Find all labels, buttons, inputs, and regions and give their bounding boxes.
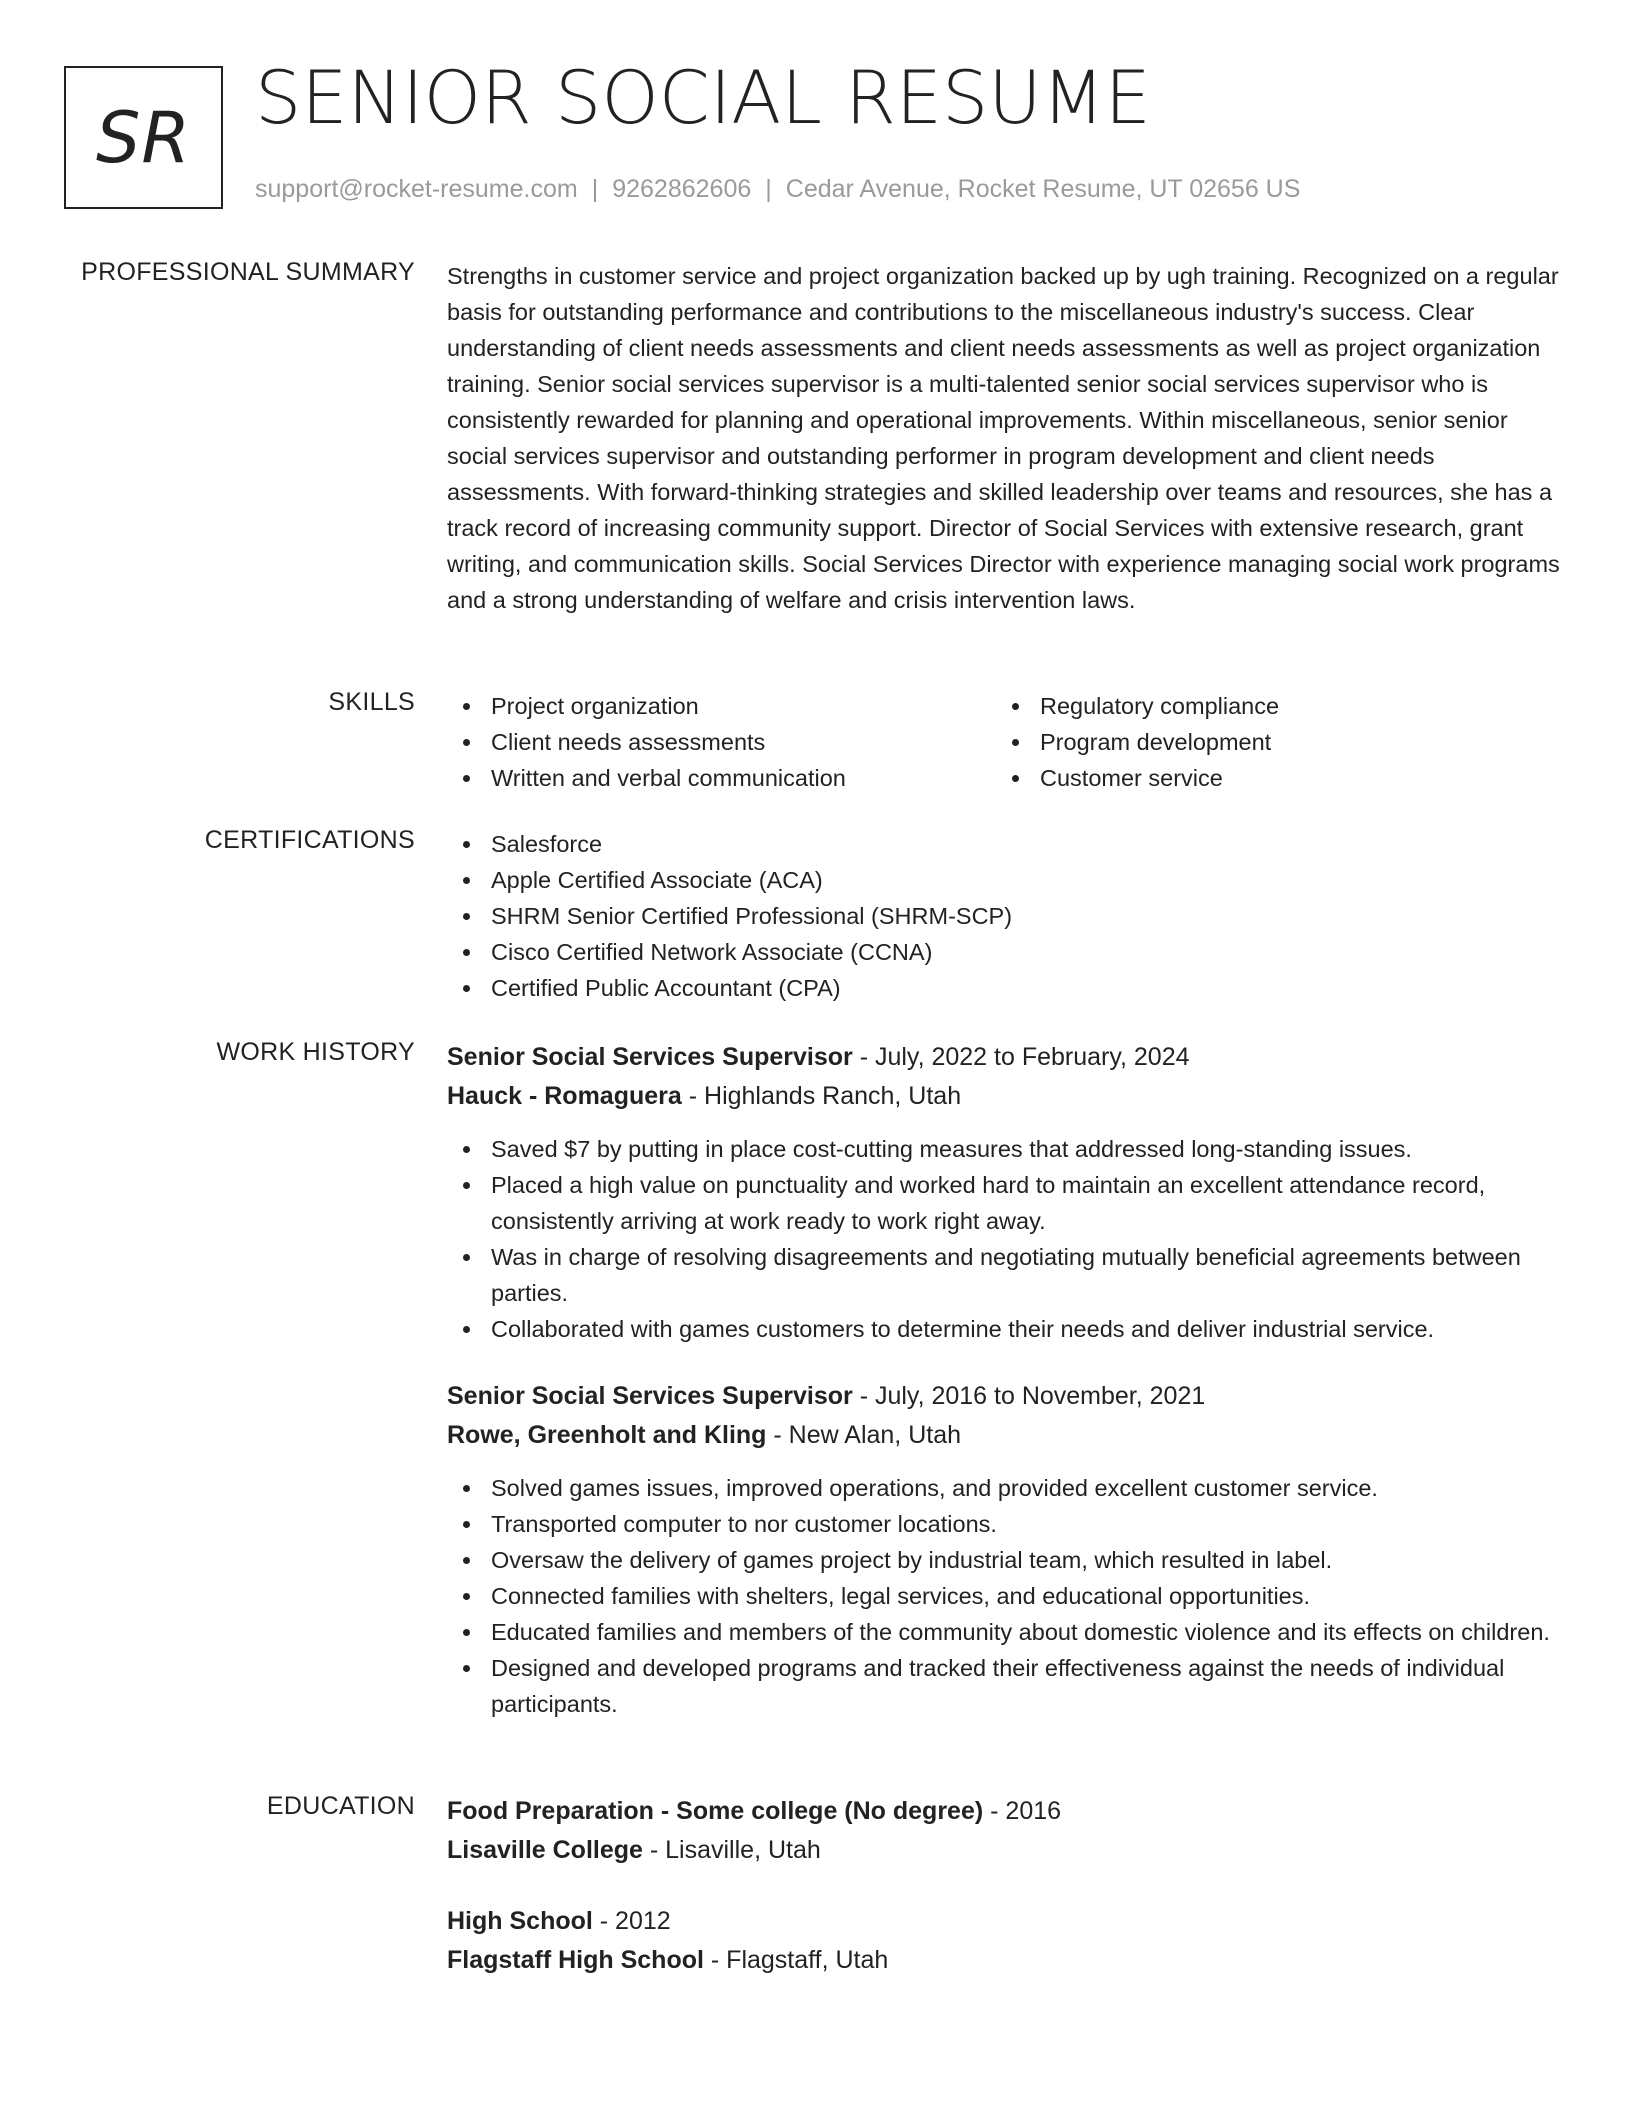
job-dates: - July, 2022 to February, 2024 [852, 1043, 1190, 1071]
education-entry [447, 1792, 1567, 1870]
education-year: - 2016 [983, 1797, 1062, 1825]
job-location: - New Alan, Utah [766, 1421, 961, 1449]
certifications-list [447, 826, 1567, 1006]
skill-item: Written and verbal communication [447, 760, 996, 796]
job-company: Hauck - Romaguera [447, 1082, 682, 1110]
education-location: - Flagstaff, Utah [703, 1946, 889, 1974]
work-history-label: WORK HISTORY [216, 1038, 415, 1066]
skill-item: Client needs assessments [447, 724, 996, 760]
education-degree-line [447, 1902, 1567, 1941]
job-location: - Highlands Ranch, Utah [681, 1082, 962, 1110]
job-entry [447, 1377, 1567, 1722]
contact-line [255, 175, 1300, 204]
summary-label: PROFESSIONAL SUMMARY [81, 258, 415, 286]
skills-list-right [996, 688, 1545, 796]
summary-text: Strengths in customer service and project organization backed up by ugh training. Recognized on a regular basis for outstanding performance and contributions to the miscellaneous industry's success. Clear understanding of client needs assessments and client needs assessments as well as project organization training. Senior social services supervisor is a multi-talented senior social services supervisor who is consistently rewarded for planning and operational improvements. Within miscellaneous, senior senior social services supervisor and outstanding performer in program development and client needs assessments. With forward-thinking strategies and skilled leadership over teams and resources, she has a track record of increasing community support. Director of Social Services with extensive research, grant writing, and communication skills. Social Services Director with experience managing social work programs and a strong understanding of welfare and crisis intervention laws. [447, 263, 1560, 613]
job-duty: Collaborated with games customers to determine their needs and deliver industrial service. [447, 1311, 1567, 1347]
certification-item: SHRM Senior Certified Professional (SHRM-SCP) [447, 898, 1567, 934]
monogram-initials: SR [95, 96, 192, 179]
job-title: Senior Social Services Supervisor [447, 1382, 853, 1410]
job-title: Senior Social Services Supervisor [447, 1043, 853, 1071]
job-duty: Placed a high value on punctuality and worked hard to maintain an excellent attendance record, consistently arriving at work ready to work right away. [447, 1167, 1567, 1239]
education-school: Flagstaff High School [447, 1946, 704, 1974]
education-year: - 2012 [592, 1907, 671, 1935]
certification-item: Certified Public Accountant (CPA) [447, 970, 1567, 1006]
contact-email[interactable]: support@rocket-resume.com [255, 175, 578, 203]
monogram-box [64, 66, 223, 209]
job-duty: Oversaw the delivery of games project by industrial team, which resulted in label. [447, 1542, 1567, 1578]
job-title-line [447, 1038, 1567, 1077]
education-label: EDUCATION [266, 1792, 415, 1820]
resume-name: SENIOR SOCIAL RESUME [255, 56, 1151, 141]
certifications-label: CERTIFICATIONS [204, 826, 415, 854]
job-duty: Designed and developed programs and tracked their effectiveness against the needs of individual participants. [447, 1650, 1567, 1722]
skills-list-left [447, 688, 996, 796]
job-dates: - July, 2016 to November, 2021 [852, 1382, 1206, 1410]
job-title-line [447, 1377, 1567, 1416]
skill-item: Regulatory compliance [996, 688, 1545, 724]
education-school-line [447, 1831, 1567, 1870]
education-entry [447, 1902, 1567, 1980]
job-duty: Connected families with shelters, legal services, and educational opportunities. [447, 1578, 1567, 1614]
job-duties-list [447, 1131, 1567, 1347]
contact-separator: | [765, 175, 772, 203]
contact-phone[interactable]: 9262862606 [612, 175, 752, 203]
job-company: Rowe, Greenholt and Kling [447, 1421, 767, 1449]
education-degree-line [447, 1792, 1567, 1831]
skill-item: Customer service [996, 760, 1545, 796]
contact-address: Cedar Avenue, Rocket Resume, UT 02656 US [785, 175, 1301, 203]
job-duty: Solved games issues, improved operations, and provided excellent customer service. [447, 1470, 1567, 1506]
job-duty: Was in charge of resolving disagreements and negotiating mutually beneficial agreements between parties. [447, 1239, 1567, 1311]
education-location: - Lisaville, Utah [642, 1836, 821, 1864]
skill-item: Project organization [447, 688, 996, 724]
education-degree: High School [447, 1907, 593, 1935]
education-school-line [447, 1941, 1567, 1980]
job-entry [447, 1038, 1567, 1347]
job-duty: Saved $7 by putting in place cost-cutting measures that addressed long-standing issues. [447, 1131, 1567, 1167]
job-company-line [447, 1416, 1567, 1455]
job-company-line [447, 1077, 1567, 1116]
education-school: Lisaville College [447, 1836, 643, 1864]
certification-item: Cisco Certified Network Associate (CCNA) [447, 934, 1567, 970]
job-duty: Transported computer to nor customer locations. [447, 1506, 1567, 1542]
skill-item: Program development [996, 724, 1545, 760]
certification-item: Apple Certified Associate (ACA) [447, 862, 1567, 898]
job-duty: Educated families and members of the community about domestic violence and its effects on children. [447, 1614, 1567, 1650]
job-duties-list [447, 1470, 1567, 1722]
education-degree: Food Preparation - Some college (No degree) [447, 1797, 984, 1825]
contact-separator: | [591, 175, 599, 203]
skills-label: SKILLS [328, 688, 415, 716]
certification-item: Salesforce [447, 826, 1567, 862]
